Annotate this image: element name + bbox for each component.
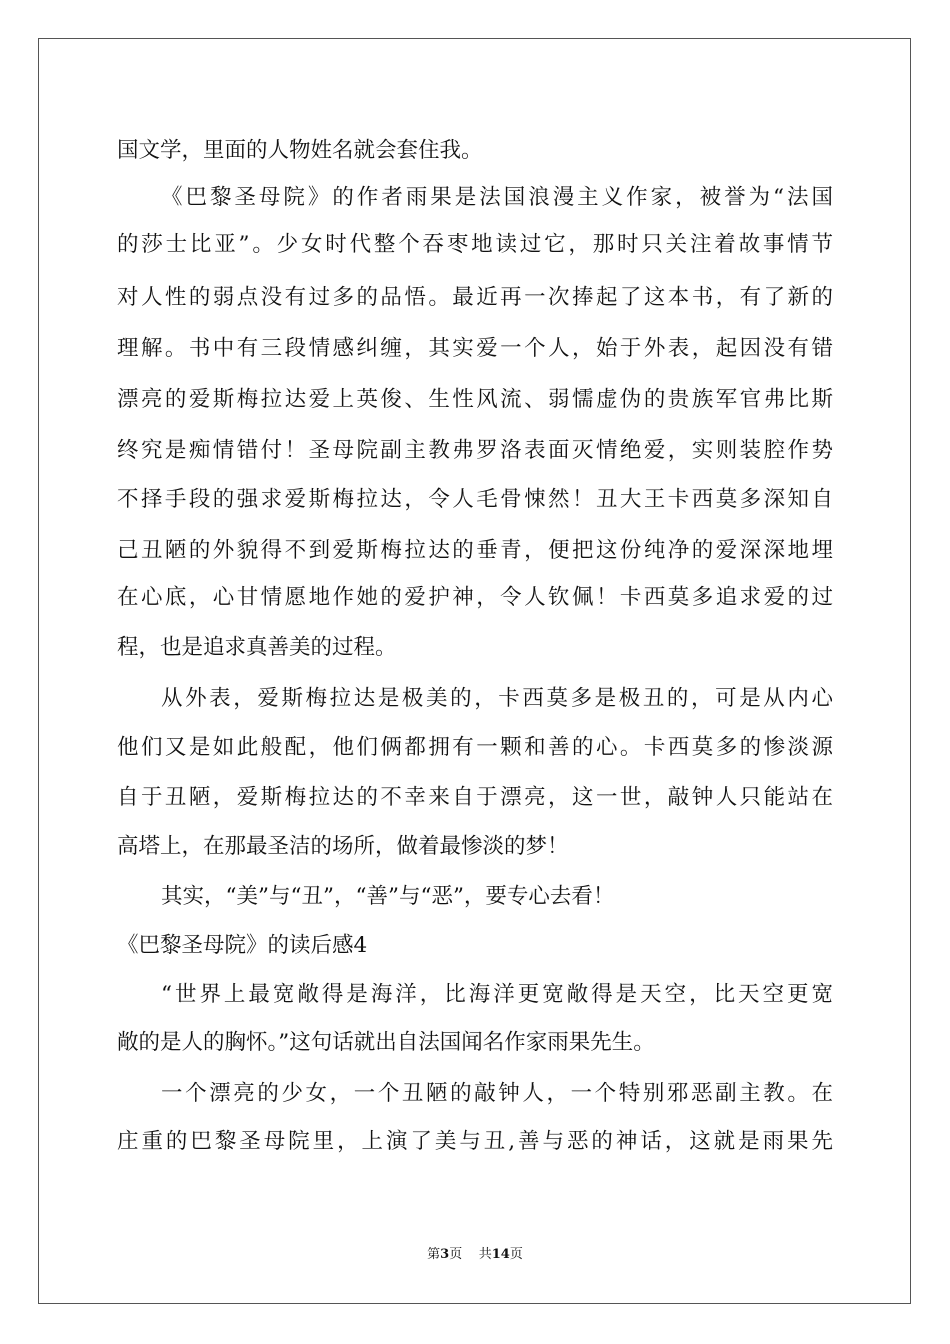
- page-prefix: 第: [427, 1247, 441, 1262]
- text-line: “世界上最宽敞得是海洋，比海洋更宽敞得是天空，比天空更宽: [161, 982, 833, 1007]
- total-prefix: 共: [478, 1247, 492, 1262]
- section-heading: 《巴黎圣母院》的读后感4: [117, 933, 368, 958]
- text-line: 他们又是如此般配，他们俩都拥有一颗和善的心。卡西莫多的惨淡源: [117, 735, 833, 760]
- text-line: 《巴黎圣母院》的作者雨果是法国浪漫主义作家，被誉为“法国: [161, 185, 833, 210]
- text-line: 漂亮的爱斯梅拉达爱上英俊、生性风流、弱懦虚伪的贵族军官弗比斯: [117, 387, 833, 412]
- text-line: 自于丑陋，爱斯梅拉达的不幸来自于漂亮，这一世，敲钟人只能站在: [117, 785, 833, 810]
- page-suffix: 页: [449, 1247, 463, 1262]
- text-line: 己丑陋的外貌得不到爱斯梅拉达的垂青，便把这份纯净的爱深深地埋: [117, 538, 833, 563]
- page-footer: [0, 1246, 950, 1264]
- text-line: 国文学，里面的人物姓名就会套住我。: [117, 138, 483, 163]
- text-line: 其实，“美”与“丑”，“善”与“恶”，要专心去看！: [161, 884, 615, 909]
- text-line: 理解。书中有三段情感纠缠，其实爱一个人，始于外表，起因没有错: [117, 336, 833, 361]
- page-border: [38, 38, 911, 1304]
- text-line: 高塔上，在那最圣洁的场所，做着最惨淡的梦！: [117, 834, 569, 859]
- text-line: 不择手段的强求爱斯梅拉达，令人毛骨悚然！丑大王卡西莫多深知自: [117, 487, 833, 512]
- text-line: 从外表，爱斯梅拉达是极美的，卡西莫多是极丑的，可是从内心: [161, 686, 833, 711]
- total-suffix: 页: [509, 1247, 523, 1262]
- text-line: 对人性的弱点没有过多的品悟。最近再一次捧起了这本书，有了新的: [117, 285, 833, 310]
- text-line: 终究是痴情错付！圣母院副主教弗罗洛表面灭情绝爱，实则装腔作势: [117, 438, 833, 463]
- text-line: 程，也是追求真善美的过程。: [117, 635, 397, 660]
- text-line: 在心底，心甘情愿地作她的爱护神，令人钦佩！卡西莫多追求爱的过: [117, 585, 833, 610]
- text-line: 庄重的巴黎圣母院里，上演了美与丑,善与恶的神话，这就是雨果先: [117, 1129, 833, 1154]
- page-number: 3: [440, 1247, 450, 1262]
- text-line: 敞的是人的胸怀。”这句话就出自法国闻名作家雨果先生。: [117, 1030, 655, 1055]
- total-pages: 14: [491, 1247, 510, 1262]
- text-line: 的莎士比亚”。少女时代整个吞枣地读过它，那时只关注着故事情节: [117, 232, 833, 257]
- text-line: 一个漂亮的少女，一个丑陋的敲钟人，一个特别邪恶副主教。在: [161, 1081, 833, 1106]
